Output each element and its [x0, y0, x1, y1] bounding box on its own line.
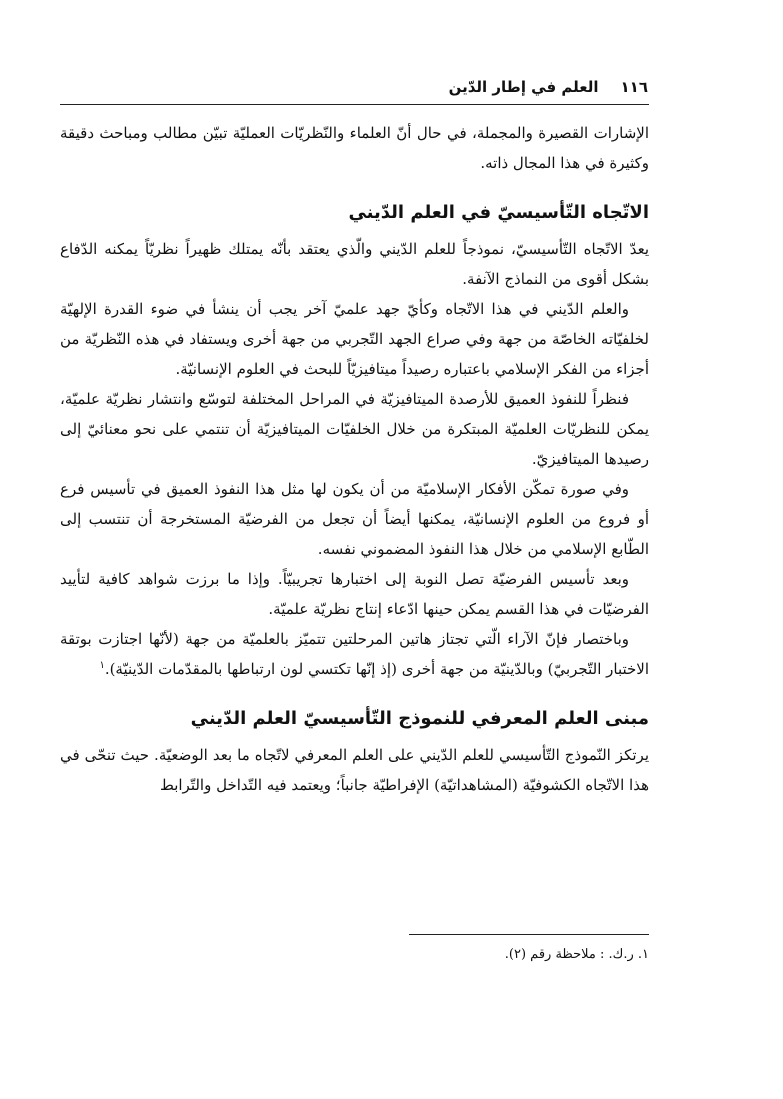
footnote-reference[interactable]: ١ [99, 660, 105, 671]
intro-paragraph: الإشارات القصيرة والمجملة، في حال أنّ العلماء والنّظريّات العمليّة تبيّن مطالب ومباحث دقيقة وكثيرة في هذا المجال ذاته. [60, 124, 649, 172]
footnote: ١. ر.ك. : ملاحظة رقم (٢). [504, 947, 649, 962]
running-title: العلم في إطار الدّين [448, 78, 599, 96]
paragraph-text: وباختصار فإنّ الآراء الّتي تجتاز هاتين المرحلتين تتميّز بالعلميّة من جهة (لأنّها اجتازت بوتقة الاختبار التّجربيّ) وبالدّينيّة من جهة أخرى (إذ إنّها تكتسي لون ارتباطها بالمقدّمات الدّينيّة). [60, 630, 649, 678]
paragraph: وفي صورة تمكّن الأفكار الإسلاميّة من أن يكون لها مثل هذا النفوذ العميق في تأسيس فرع أو فروع من العلوم الإنسانيّة، يمكنها أيضاً أن تجعل من الفرضيّة المستخرجة أن تنتسب إلى الطّابع الإسلامي من خلال هذا النفوذ المضموني نفسه. [60, 480, 649, 558]
paragraph: والعلم الدّيني في هذا الاتّجاه وكأيّ جهد علميّ آخر يجب أن ينشأ في ضوء القدرة الإلهيّة لخلفيّاته الخاصّة من جهة وفي صراع الجهد التّجربي من جهة أخرى ويستفاد في هذه النّظريّة من أجزاء من الفكر الإسلامي باعتباره رصيداً ميتافيزيّاً للبحث في العلوم الإنسانيّة. [60, 300, 649, 378]
page-number: ١١٦ [620, 78, 648, 96]
paragraph-with-footnote [60, 624, 649, 684]
footnote-divider [409, 934, 649, 935]
paragraph: وبعد تأسيس الفرضيّة تصل النوبة إلى اختبارها تجريبيّاً. وإذا ما برزت شواهد كافية لتأييد الفرضيّات في هذا القسم يمكن حينها ادّعاء إنتاج نظريّة علميّة. [60, 570, 649, 618]
paragraph: يعدّ الاتّجاه التّأسيسيّ، نموذجاً للعلم الدّيني والّذي يعتقد بأنّه يمتلك ظهيراً نظريّاً يمكنه الدّفاع بشكل أقوى من النماذج الآنفة. [60, 240, 649, 288]
section-heading-epistemology: مبنى العلم المعرفي للنموذج التّأسيسيّ العلم الدّيني [190, 708, 649, 729]
body-text [60, 118, 649, 800]
running-header [60, 74, 648, 100]
paragraph: فنظراً للنفوذ العميق للأرصدة الميتافيزيّة في المراحل المختلفة لتوسّع وانتشار نظريّة علميّة، يمكن للنظريّات العلميّة المبتكرة من خلال الخلفيّات الميتافيزيّة أن تنتمي على نحو معنائيّ إلى رصيدها الميتافيزيّ. [60, 390, 649, 468]
header-divider [60, 104, 649, 105]
section-heading-foundational: الاتّجاه التّأسيسيّ في العلم الدّيني [348, 202, 649, 223]
paragraph: يرتكز النّموذج التّأسيسي للعلم الدّيني على العلم المعرفي لاتّجاه ما بعد الوضعيّة. حيث تنحّى في هذا الاتّجاه الكشوفيّة (المشاهداتيّة) الإفراطيّة جانباً؛ ويعتمد فيه التّداخل والتّرابط [60, 746, 649, 794]
